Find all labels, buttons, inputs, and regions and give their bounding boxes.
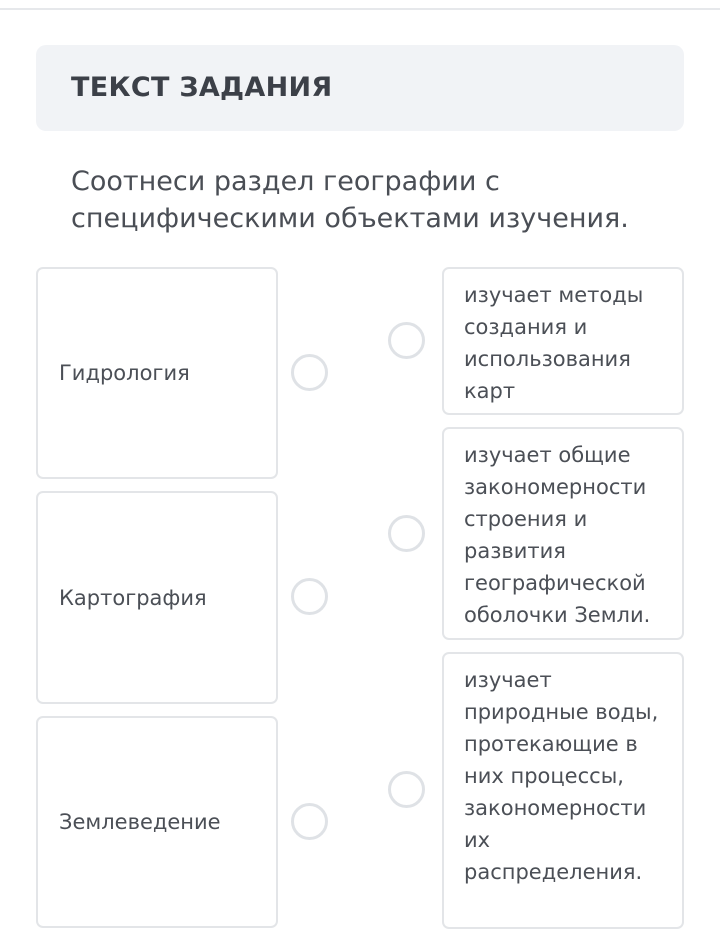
left-item-earth-science[interactable]: [36, 716, 278, 928]
right-item-label: изучает природные воды, протекающие в них процессы, закономерности их распределения.: [464, 668, 659, 884]
left-connector-dot[interactable]: [291, 803, 328, 840]
right-connector-dot[interactable]: [388, 322, 425, 359]
right-connector-dot[interactable]: [388, 515, 425, 552]
right-item-maps[interactable]: [442, 267, 684, 415]
left-connector-dot[interactable]: [291, 578, 328, 615]
left-item-hydrology[interactable]: [36, 267, 278, 479]
right-item-waters[interactable]: [442, 652, 684, 929]
right-item-label: изучает общие закономерности строения и развития географической оболочки Земли.: [464, 443, 651, 627]
right-connector-dot[interactable]: [388, 771, 425, 808]
left-item-label: Землеведение: [59, 810, 221, 834]
right-item-geographic-envelope[interactable]: [442, 427, 684, 640]
left-connector-dot[interactable]: [291, 354, 328, 391]
right-item-label: изучает методы создания и использования карт: [464, 283, 644, 403]
left-item-cartography[interactable]: [36, 491, 278, 704]
top-divider: [0, 8, 720, 10]
question-text: Соотнеси раздел географии с специфическими объектами изучения.: [71, 166, 629, 234]
task-header: [36, 45, 684, 131]
left-item-label: Картография: [59, 585, 207, 610]
task-header-title: ТЕКСТ ЗАДАНИЯ: [71, 72, 333, 103]
left-item-label: Гидрология: [59, 361, 190, 385]
